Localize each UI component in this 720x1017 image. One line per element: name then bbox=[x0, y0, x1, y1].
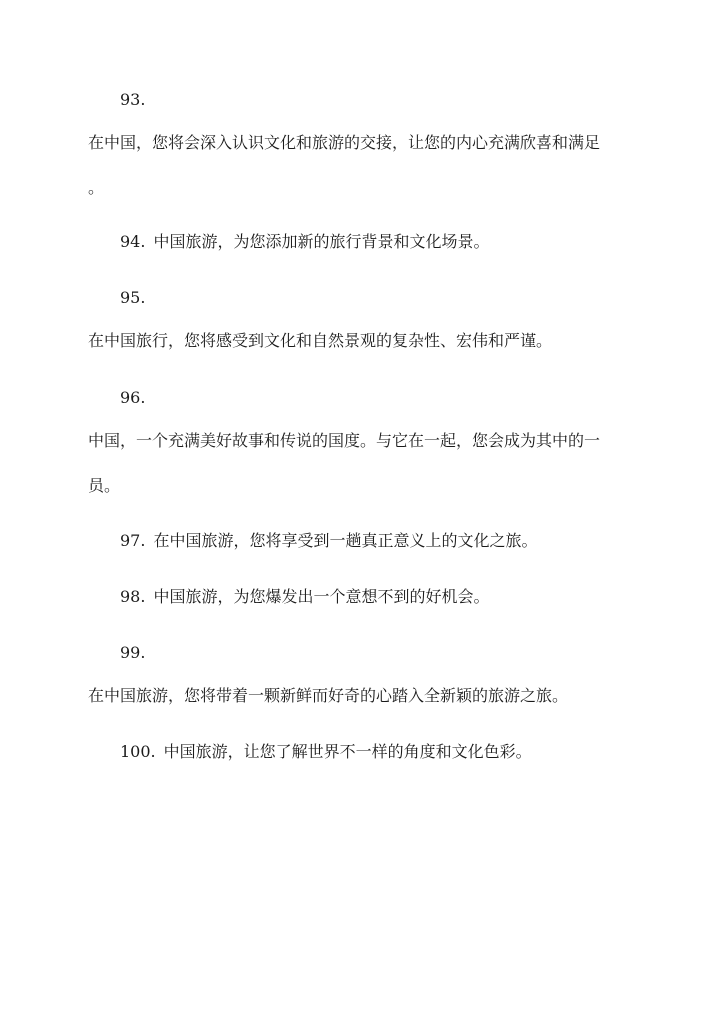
item-95-number: 95. bbox=[120, 288, 146, 307]
item-96-number: 96. bbox=[120, 388, 146, 407]
item-97-text: 在中国旅游，您将享受到一趟真正意义上的文化之旅。 bbox=[153, 531, 538, 550]
item-98-number: 98. bbox=[120, 587, 146, 606]
item-100-text: 中国旅游，让您了解世界不一样的角度和文化色彩。 bbox=[163, 742, 532, 761]
item-96-text-line-2: 员。 bbox=[88, 476, 121, 495]
item-98 bbox=[120, 587, 489, 607]
item-99-text-line-1: 在中国旅游，您将带着一颗新鲜而好奇的心踏入全新颖的旅游之旅。 bbox=[88, 686, 569, 705]
item-95-text-line-1: 在中国旅行，您将感受到文化和自然景观的复杂性、宏伟和严谨。 bbox=[88, 331, 553, 350]
item-98-text: 中国旅游，为您爆发出一个意想不到的好机会。 bbox=[153, 587, 490, 606]
item-94-text: 中国旅游，为您添加新的旅行背景和文化场景。 bbox=[153, 232, 490, 251]
item-94-number: 94. bbox=[120, 232, 146, 251]
item-93-text-line-2: 。 bbox=[88, 178, 105, 197]
item-100 bbox=[120, 742, 532, 762]
item-94 bbox=[120, 232, 489, 252]
item-93-text-line-1: 在中国，您将会深入认识文化和旅游的交接，让您的内心充满欣喜和满足 bbox=[88, 133, 601, 152]
item-97-number: 97. bbox=[120, 531, 146, 550]
item-100-number: 100. bbox=[120, 742, 156, 761]
item-93-number: 93. bbox=[120, 90, 146, 109]
item-97 bbox=[120, 531, 537, 551]
item-96-text-line-1: 中国，一个充满美好故事和传说的国度。与它在一起，您会成为其中的一 bbox=[88, 431, 601, 450]
item-99-number: 99. bbox=[120, 643, 146, 662]
